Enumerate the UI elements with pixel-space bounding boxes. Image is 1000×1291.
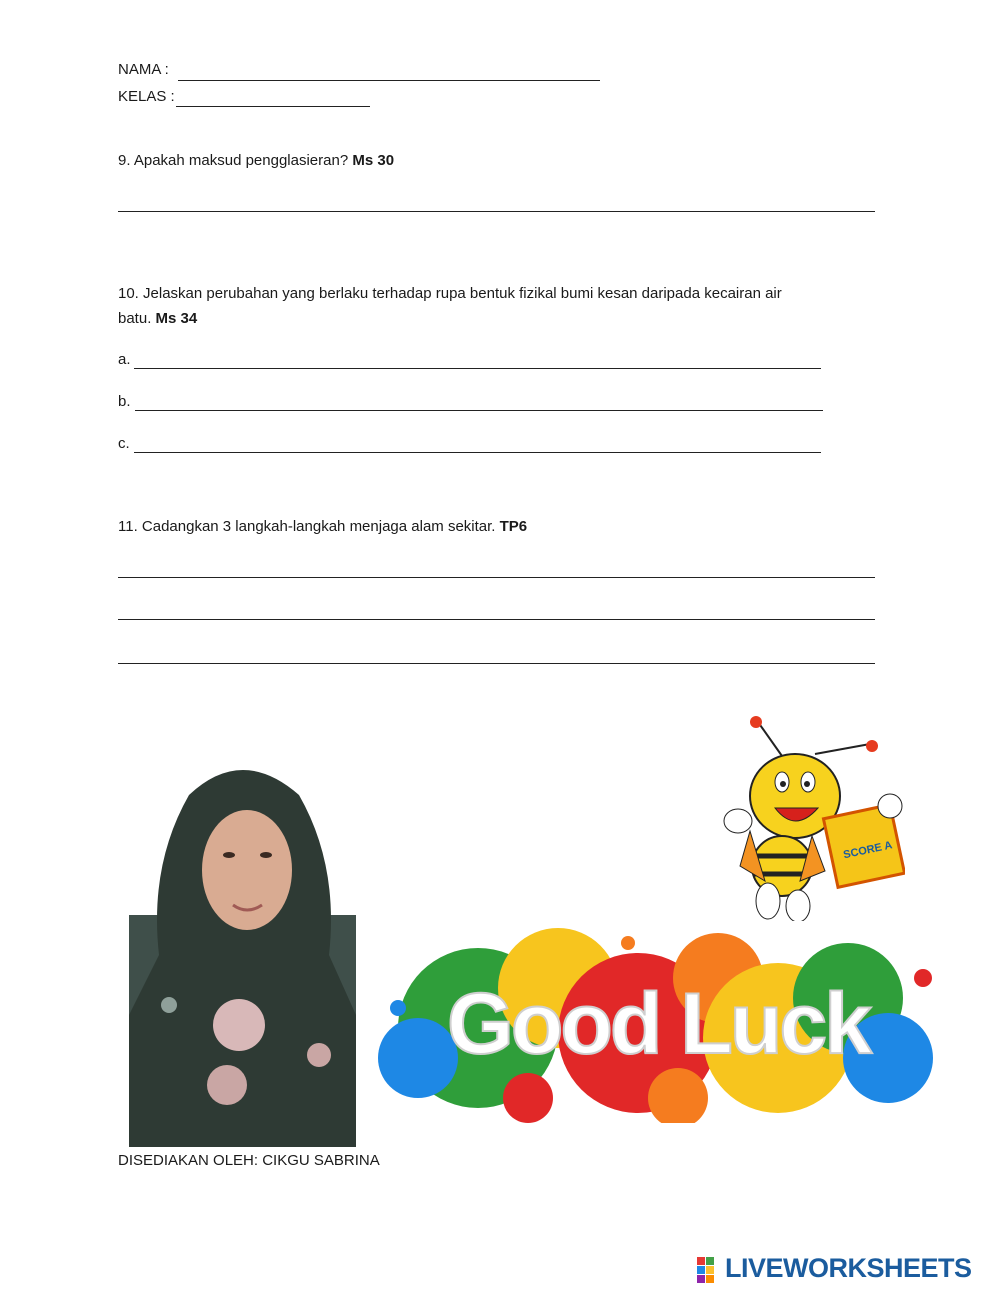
answer-11-line2-input[interactable] [118,601,875,620]
question-10-line1: 10. Jelaskan perubahan yang berlaku terhadap rupa bentuk fizikal bumi kesan daripada kecairan air [118,285,782,302]
name-input[interactable] [178,62,600,81]
bag-label: SCORE A [842,839,894,862]
question-11 [118,517,527,537]
option-a-label: a. [118,351,131,368]
answer-10c-input[interactable] [134,434,821,453]
name-label: NAMA : [118,61,169,78]
teacher-photo [129,755,356,1147]
question-10-text-line2: batu. [118,310,152,327]
answer-9-input[interactable] [118,193,875,212]
bee-mascot-image [720,716,905,921]
good-luck-text: Good Luck [446,976,870,1072]
question-9-text: 9. Apakah maksud pengglasieran? [118,152,349,169]
question-10-ref: Ms 34 [155,310,198,327]
question-9 [118,151,394,171]
option-c-label: c. [118,435,130,452]
answer-11-line3-input[interactable] [118,645,875,664]
class-input[interactable] [176,88,370,107]
prepared-by: DISEDIAKAN OLEH: CIKGU SABRINA [118,1152,380,1169]
liveworksheets-logo-icon [697,1257,723,1285]
answer-10b-input[interactable] [135,392,823,411]
answer-10a-input[interactable] [134,350,821,369]
good-luck-image [378,928,938,1123]
answer-11-line1-input[interactable] [118,559,875,578]
class-label: KELAS : [118,88,175,105]
question-11-ref: TP6 [499,518,528,535]
liveworksheets-brand[interactable]: LIVEWORKSHEETS [725,1253,972,1283]
option-b-label: b. [118,393,131,410]
question-10-line2 [118,309,197,329]
question-11-text: 11. Cadangkan 3 langkah-langkah menjaga alam sekitar. [118,518,496,535]
question-9-ref: Ms 30 [352,152,395,169]
